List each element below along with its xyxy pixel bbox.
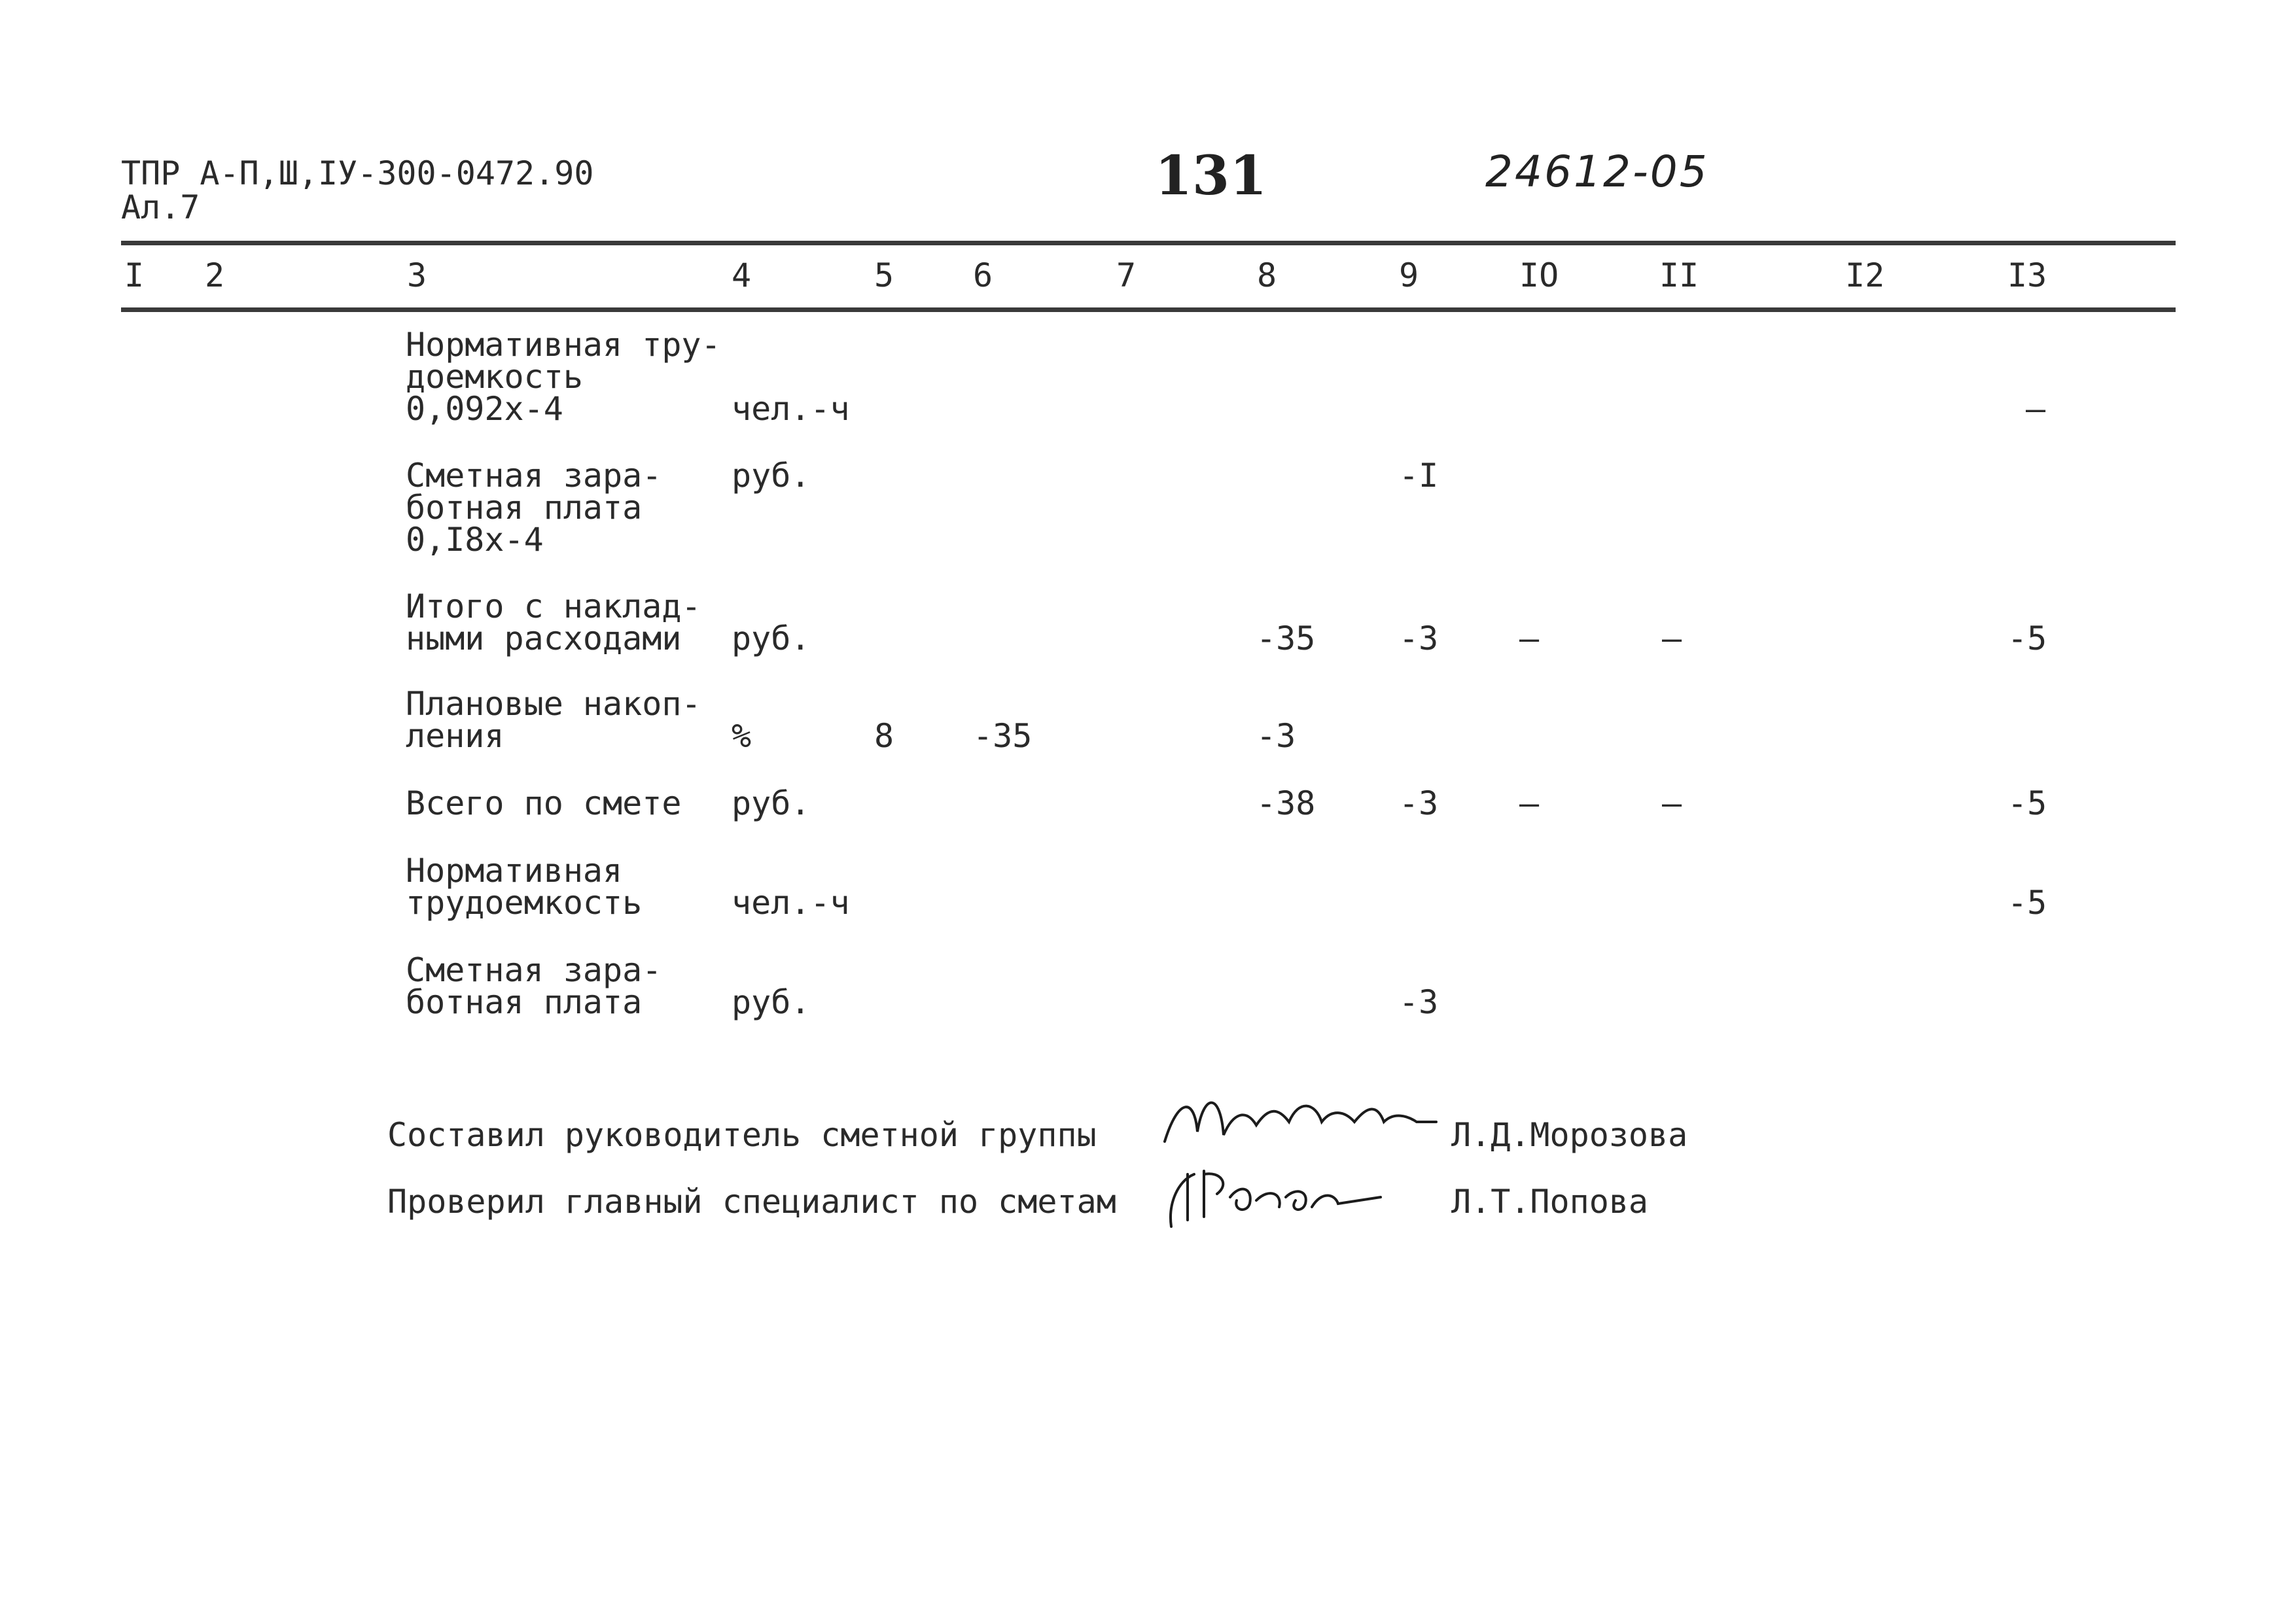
- cell-col9: -I: [1399, 457, 1439, 495]
- column-header: 2: [205, 256, 225, 294]
- row-label: 0,I8x-4: [406, 521, 544, 559]
- row-label: Всего по смете: [406, 784, 682, 822]
- row-unit: чел.-ч: [732, 390, 850, 428]
- cell-col13: -5: [2007, 884, 2047, 922]
- row-label: Нормативная тру-: [406, 326, 721, 364]
- cell-col13: –: [2026, 390, 2046, 428]
- cell-col8: -35: [1256, 620, 1316, 657]
- column-header: I3: [2007, 256, 2047, 294]
- checker-role: Проверил главный специалист по сметам: [387, 1183, 1116, 1221]
- row-label: доемкость: [406, 358, 583, 396]
- compiler-name: Л.Д.Морозова: [1451, 1116, 1688, 1154]
- column-header: II: [1659, 256, 1699, 294]
- column-header: 8: [1257, 256, 1277, 294]
- row-label: Сметная зара-: [406, 457, 662, 495]
- row-label: Итого с наклад-: [406, 587, 701, 625]
- column-header: 4: [732, 256, 752, 294]
- page-number: 131: [1155, 145, 1267, 207]
- cell-col13: -5: [2007, 784, 2047, 822]
- cell-col10: –: [1519, 620, 1540, 657]
- cell-col9: -3: [1399, 620, 1439, 657]
- column-header: 3: [407, 256, 427, 294]
- cell-col8: -3: [1256, 717, 1296, 755]
- row-unit: руб.: [732, 620, 811, 657]
- header-bottom-rule: [121, 307, 2176, 312]
- document-number: 24612-05: [1485, 147, 1709, 197]
- column-header: 6: [973, 256, 993, 294]
- cell-col8: -38: [1256, 784, 1316, 822]
- row-label: 0,092x-4: [406, 390, 563, 428]
- row-unit: руб.: [732, 784, 811, 822]
- row-label: Нормативная: [406, 852, 623, 890]
- column-header: I2: [1845, 256, 1885, 294]
- row-label: ными расходами: [406, 620, 682, 657]
- checker-signature: [1158, 1158, 1394, 1239]
- row-label: трудоемкость: [406, 884, 643, 922]
- header-top-rule: [121, 241, 2176, 245]
- row-label: ботная плата: [406, 489, 643, 527]
- cell-col11: –: [1662, 620, 1682, 657]
- document-code: ТПР А-П,Ш,IУ-300-0472.90: [121, 154, 594, 192]
- column-header: 7: [1116, 256, 1137, 294]
- cell-col6: -35: [973, 717, 1033, 755]
- row-label: Плановые накоп-: [406, 685, 701, 723]
- column-header: 9: [1399, 256, 1419, 294]
- row-unit: чел.-ч: [732, 884, 850, 922]
- cell-col11: –: [1662, 784, 1682, 822]
- cell-col5: 8: [874, 717, 894, 755]
- compiler-role: Составил руководитель сметной группы: [387, 1116, 1097, 1154]
- compiler-signature: [1158, 1086, 1439, 1161]
- column-header: I: [124, 256, 145, 294]
- cell-col13: -5: [2007, 620, 2047, 657]
- cell-col9: -3: [1399, 784, 1439, 822]
- column-header: IO: [1519, 256, 1559, 294]
- row-label: Сметная зара-: [406, 951, 662, 989]
- row-unit: руб.: [732, 457, 811, 495]
- cell-col10: –: [1519, 784, 1540, 822]
- row-unit: руб.: [732, 983, 811, 1021]
- column-header: 5: [874, 256, 894, 294]
- row-unit: %: [732, 717, 752, 755]
- row-label: ботная плата: [406, 983, 643, 1021]
- album-label: Ал.7: [121, 188, 200, 226]
- checker-name: Л.Т.Попова: [1451, 1183, 1649, 1221]
- cell-col9: -3: [1399, 983, 1439, 1021]
- row-label: ления: [406, 717, 504, 755]
